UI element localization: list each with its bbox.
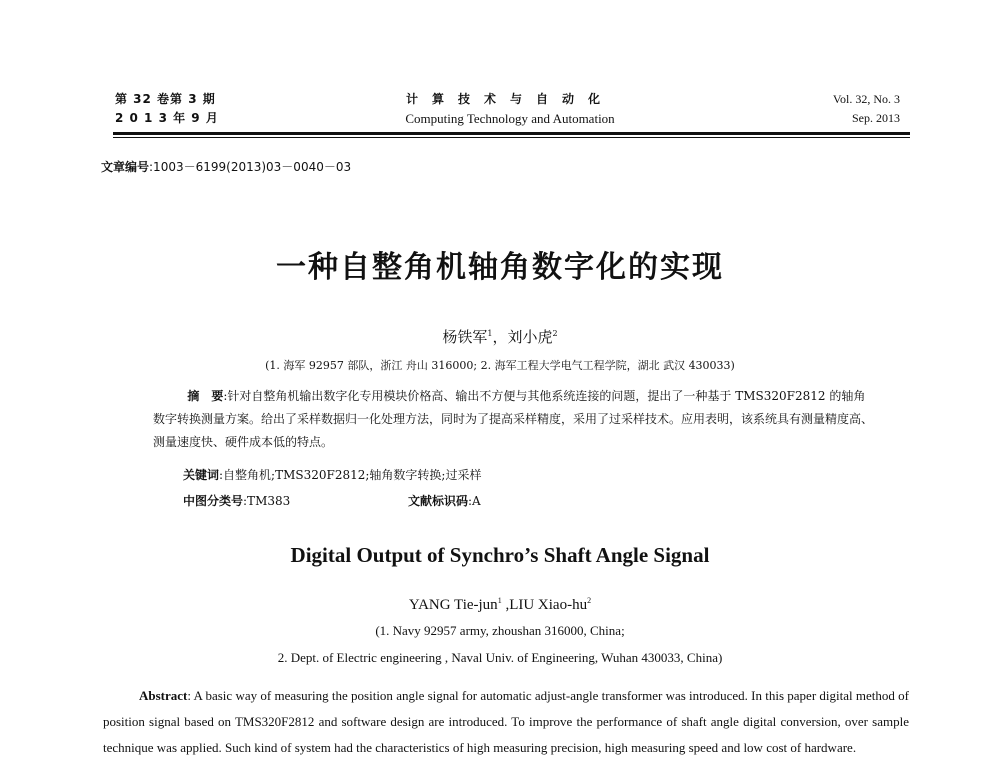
document-code [408,492,481,509]
author-1-en: YANG Tie-jun [408,597,498,613]
issue-info-en [800,90,900,128]
volume-en: Vol. 32, No. 3 [832,92,900,106]
article-number [101,158,351,175]
affiliation-en-1: (1. Navy 92957 army, zhoushan 316000, China; [375,623,625,638]
abstract-cn-label: 摘 要 [187,389,224,403]
abstract-en-label: Abstract [139,688,188,703]
issue-info-cn [115,90,219,128]
classification-text: :TM383 [243,494,291,508]
volume-cn: 第 32 卷第 3 期 [115,92,216,106]
author-1-cn-sup: 1 [487,329,493,338]
author-2-cn-sup: 2 [552,329,558,338]
authors-en [0,596,1000,614]
authors-cn [0,326,1000,347]
author-2-cn: 刘小虎 [507,328,553,346]
paper-title-en: Digital Output of Synchro’s Shaft Angle Signal [290,543,710,567]
header-rule-thin [113,137,910,138]
date-en: Sep. 2013 [852,111,900,125]
abstract-en [103,683,909,761]
keywords [183,466,481,483]
author-1-cn: 杨铁军 [442,328,488,346]
document-code-label: 文献标识码 [408,494,469,508]
abstract-en-text: : A basic way of measuring the position angle signal for automatic adjust-angle transformer was introduced. In this paper digital method of position signal based on TMS320F2812 and software design are introduced. To improve the performance of shaft angle digital conversion, over sample technique was applied. Such kind of system had the characteristics of high measuring precision, high measuring speed and low cost of hardware. [103,688,909,755]
author-sep-cn: ， [492,328,508,346]
keywords-label: 关键词 [183,468,220,482]
article-number-value: :1003－6199(2013)03－0040－03 [149,160,352,174]
keywords-text: :自整角机;TMS320F2812;轴角数字转换;过采样 [219,468,482,482]
paper-title-cn: 一种自整角机轴角数字化的实现 [276,250,724,285]
document-code-text: :A [468,494,481,508]
author-2-en-sup: 2 [587,596,592,605]
author-sep-en: , [501,597,510,613]
affiliation-cn: (1. 海军 92957 部队，浙江 舟山 316000; 2. 海军工程大学电气工程学院，湖北 武汉 430033) [265,359,735,372]
header-rule-thick [113,132,910,135]
journal-name [380,90,640,128]
journal-name-cn: 计算技术与自动化 [405,92,614,106]
classification [183,492,290,509]
author-1-en-sup: 1 [497,596,502,605]
date-cn: 2 0 1 3 年 9 月 [115,111,219,125]
abstract-cn [153,385,873,454]
abstract-cn-text: :针对自整角机输出数字化专用模块价格高、输出不方便与其他系统连接的问题，提出了一种基于 TMS320F2812 的轴角数字转换测量方案。给出了采样数据归一化处理方法，同时为了提高采样精度，采用了过采样技术。应用表明，该系统具有测量精度高、测量速度快、硬件成本低的特点。 [153,389,874,449]
author-2-en: LIU Xiao-hu [509,597,588,613]
classification-label: 中图分类号 [183,494,244,508]
article-number-label: 文章编号 [101,160,150,174]
journal-name-en: Computing Technology and Automation [405,111,615,126]
affiliation-en-2: 2. Dept. of Electric engineering , Naval Univ. of Engineering, Wuhan 430033, China) [277,650,723,665]
